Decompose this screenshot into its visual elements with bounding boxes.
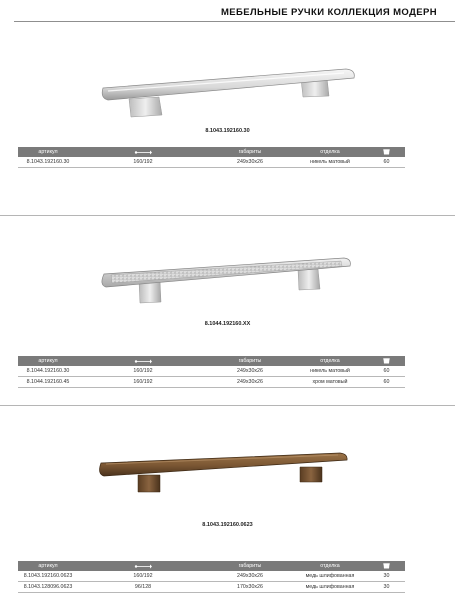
- cell-article: 8.1043.192160.0623: [18, 571, 78, 582]
- cell-quantity: 30: [368, 571, 405, 582]
- cell-quantity: 60: [368, 366, 405, 377]
- cell-finish: хром матовый: [292, 377, 368, 388]
- product-sku-label: 8.1044.192160.XX: [204, 321, 251, 327]
- box-icon: [368, 149, 405, 155]
- page-title: МЕБЕЛЬНЫЕ РУЧКИ КОЛЛЕКЦИЯ МОДЕРН: [220, 7, 437, 18]
- spec-table: [18, 561, 405, 593]
- product-sku-label: 8.1043.192160.0623: [202, 522, 253, 528]
- header-article: артикул: [18, 356, 78, 366]
- cell-finish: никель матовый: [292, 366, 368, 377]
- section-divider: [0, 405, 455, 406]
- cell-dimensions: 249x30x26: [208, 366, 292, 377]
- header-center-distance: [78, 561, 208, 571]
- box-icon: [368, 358, 405, 364]
- cell-quantity: 30: [368, 582, 405, 593]
- table-row: [18, 582, 405, 593]
- cell-dimensions: 170x30x26: [208, 582, 292, 593]
- table-row: [18, 377, 405, 388]
- cell-center-distance: 160/192: [78, 377, 208, 388]
- header-article: артикул: [18, 561, 78, 571]
- product-image-nickel-handle: [0, 45, 455, 127]
- box-icon: [368, 563, 405, 569]
- table-header-row: [18, 147, 405, 157]
- section-divider: [0, 215, 455, 216]
- table-row: [18, 366, 405, 377]
- product-sku-label: 8.1043.192160.30: [205, 128, 250, 134]
- header-package: [368, 147, 405, 157]
- cell-finish: медь шлифованная: [292, 571, 368, 582]
- double-arrow-icon: [78, 564, 208, 569]
- table-header-row: [18, 561, 405, 571]
- header-center-distance: [78, 147, 208, 157]
- cell-dimensions: 249x30x26: [208, 157, 292, 168]
- header-finish: отделка: [292, 561, 368, 571]
- cell-article: 8.1044.192160.30: [18, 366, 78, 377]
- header-finish: отделка: [292, 356, 368, 366]
- table-header-row: [18, 356, 405, 366]
- cell-article: 8.1043.192160.30: [18, 157, 78, 168]
- spec-table: [18, 356, 405, 388]
- cell-dimensions: 249x30x26: [208, 377, 292, 388]
- double-arrow-icon: [78, 150, 208, 155]
- cell-center-distance: 160/192: [78, 571, 208, 582]
- header-center-distance: [78, 356, 208, 366]
- cell-dimensions: 249x30x26: [208, 571, 292, 582]
- cell-center-distance: 160/192: [78, 157, 208, 168]
- header-dimensions: габариты: [208, 561, 292, 571]
- table-row: [18, 157, 405, 168]
- header-dimensions: габариты: [208, 356, 292, 366]
- cell-quantity: 60: [368, 377, 405, 388]
- cell-article: 8.1044.192160.45: [18, 377, 78, 388]
- cell-center-distance: 96/128: [78, 582, 208, 593]
- cell-finish: медь шлифованная: [292, 582, 368, 593]
- product-image-copper-handle: [0, 448, 455, 498]
- cell-quantity: 60: [368, 157, 405, 168]
- cell-article: 8.1043.128096.0623: [18, 582, 78, 593]
- cell-center-distance: 160/192: [78, 366, 208, 377]
- table-row: [18, 571, 405, 582]
- header-finish: отделка: [292, 147, 368, 157]
- header-dimensions: габариты: [208, 147, 292, 157]
- header-package: [368, 561, 405, 571]
- double-arrow-icon: [78, 359, 208, 364]
- title-rule: [14, 21, 455, 22]
- cell-finish: никель матовый: [292, 157, 368, 168]
- header-article: артикул: [18, 147, 78, 157]
- spec-table: [18, 147, 405, 168]
- product-image-crystal-nickel-handle: [0, 247, 455, 309]
- header-package: [368, 356, 405, 366]
